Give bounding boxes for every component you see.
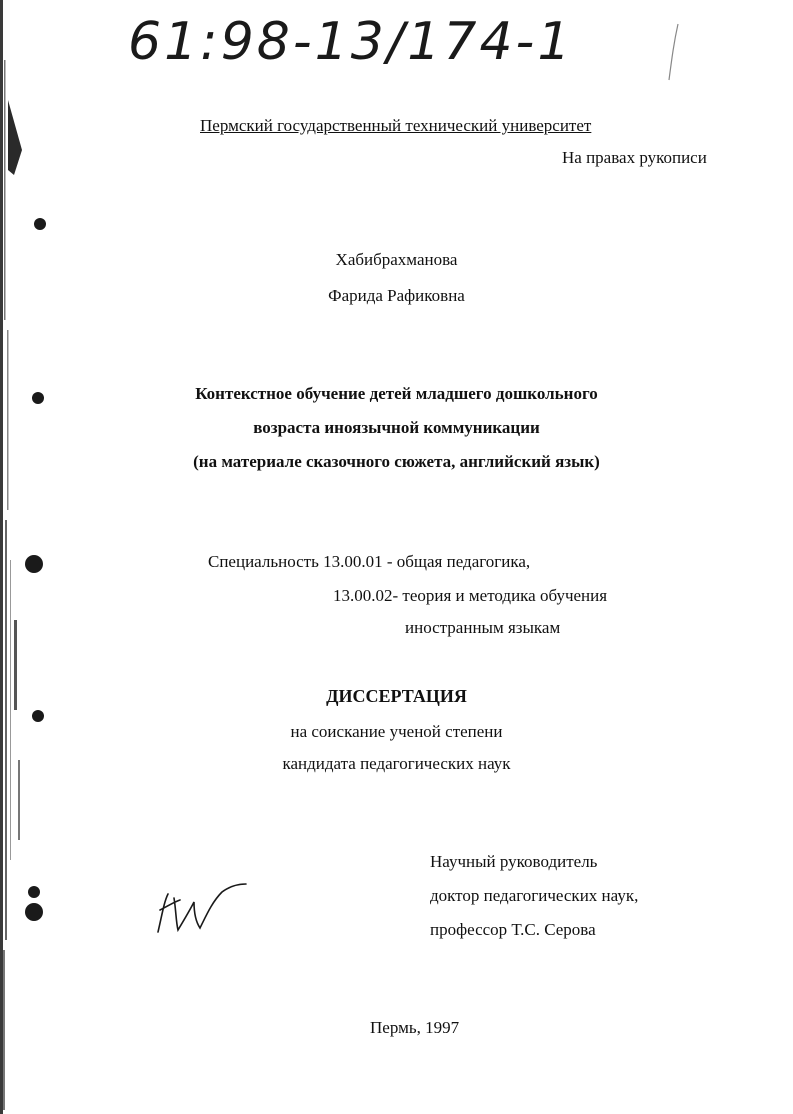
thesis-title-line: возраста иноязычной коммуникации xyxy=(253,418,540,437)
author-surname: Хабибрахманова xyxy=(335,250,458,269)
thesis-title-line: (на материале сказочного сюжета, английский язык) xyxy=(193,452,600,471)
supervisor-role: Научный руководитель xyxy=(430,852,598,871)
degree-line: на соискание ученой степени xyxy=(290,722,503,741)
document-type: ДИССЕРТАЦИЯ xyxy=(326,686,467,706)
place-and-year: Пермь, 1997 xyxy=(370,1018,460,1037)
supervisor-degree: доктор педагогических наук, xyxy=(430,886,639,905)
thesis-title-line: Контекстное обучение детей младшего дошкольного xyxy=(195,384,598,403)
archive-number: 61:98-13/174-1 xyxy=(128,12,574,72)
specialty-line: 13.00.02- теория и методика обучения xyxy=(333,586,608,605)
specialty-line: Специальность 13.00.01 - общая педагогика, xyxy=(208,552,531,571)
specialty-line: иностранным языкам xyxy=(405,618,561,637)
manuscript-rights: На правах рукописи xyxy=(562,148,707,167)
author-given-names: Фарида Рафиковна xyxy=(328,286,465,305)
signature-icon xyxy=(150,880,250,940)
pencil-stroke-icon xyxy=(664,22,684,82)
scan-edge-artifacts xyxy=(0,0,60,1114)
university-name: Пермский государственный технический университет xyxy=(200,116,592,135)
degree-line: кандидата педагогических наук xyxy=(282,754,511,773)
supervisor-name: профессор Т.С. Серова xyxy=(430,920,596,939)
